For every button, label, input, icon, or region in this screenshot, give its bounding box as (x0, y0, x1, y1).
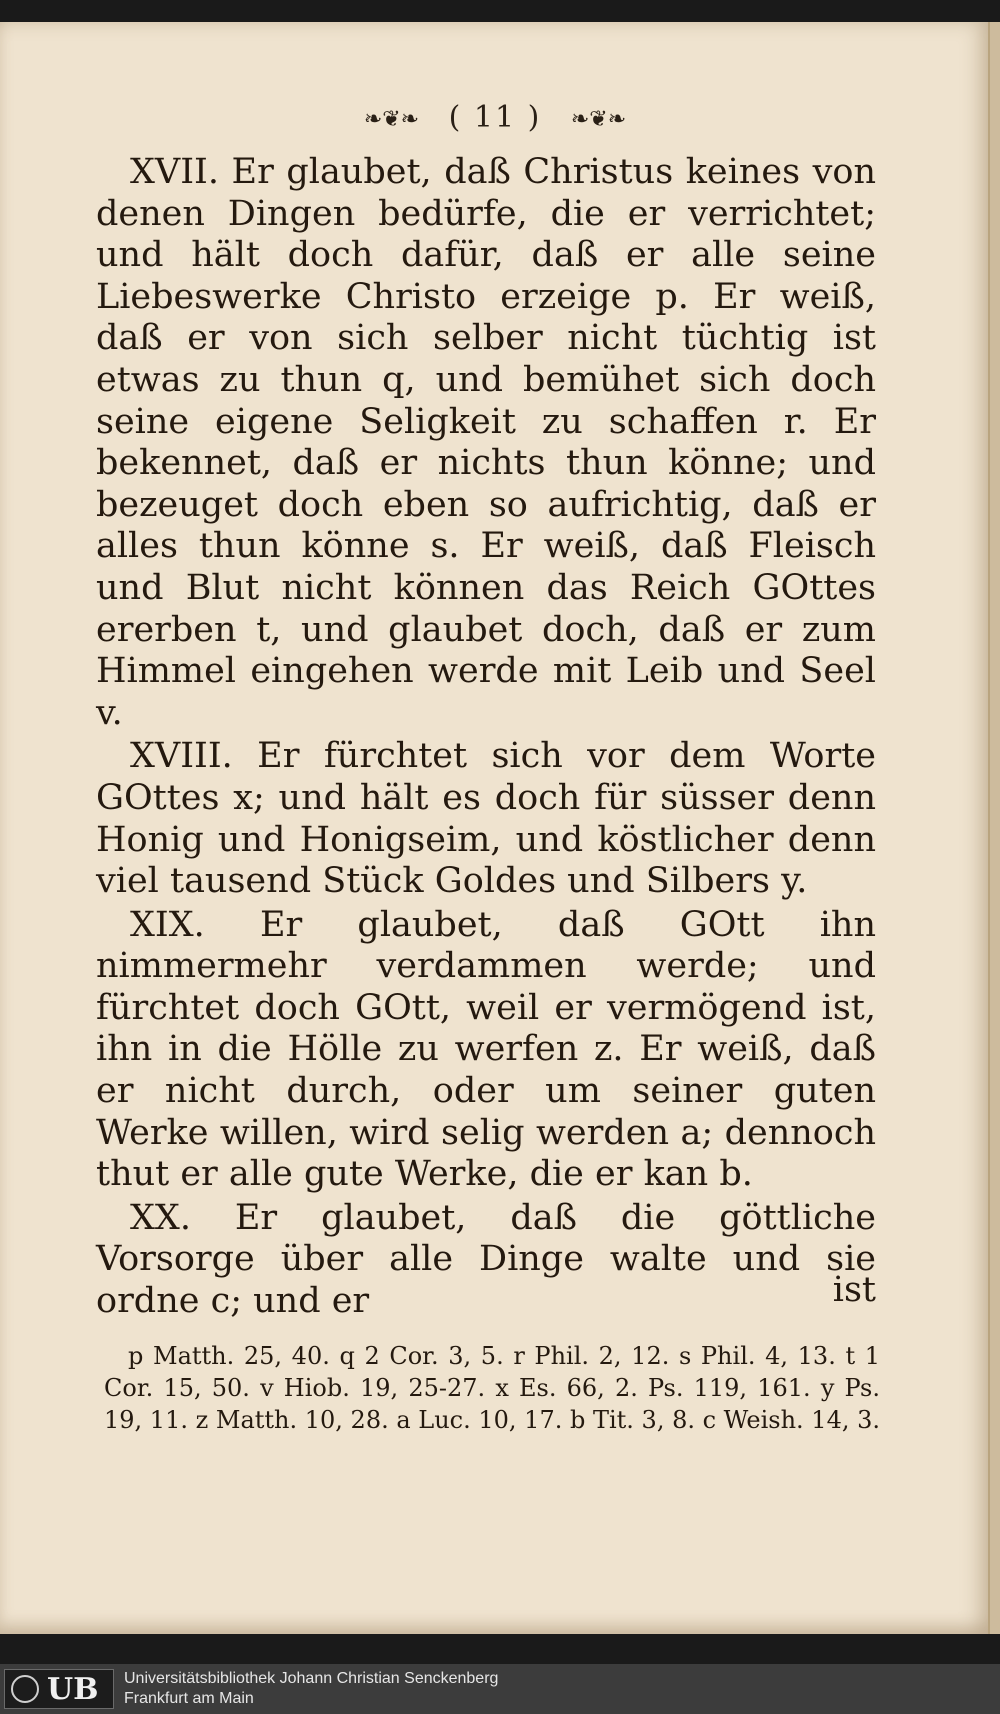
paragraph-xvii: XVII. Er glaubet, daß Christus keines von denen Dingen bedürfe, die er verrichtet; und hält doch dafür, daß er alle seine Liebeswerke Christo erzeige p. Er weiß, daß er von sich selber nicht tüchtig ist etwas zu thun q, und bemühet sich doch seine eigene Seligkeit zu schaffen r. Er bekennet, daß er nichts thun könne; und bezeuget doch eben so aufrichtig, daß er alles thun könne s. Er weiß, daß Fleisch und Blut nicht können das Reich GOttes ererben t, und glaubet doch, daß er zum Himmel eingehen werde mit Leib und Seel v. (96, 152, 876, 733)
library-name-line1: Universitätsbibliothek Johann Christian Senckenberg (124, 1670, 499, 1687)
ornament-right-icon: ❧❦❧ (570, 106, 627, 132)
footnotes: p Matth. 25, 40. q 2 Cor. 3, 5. r Phil. 2, 12. s Phil. 4, 13. t 1 Cor. 15, 50. v Hiob. 19, 25-27. x Es. 66, 2. Ps. 119, 161. y Ps. 19, 11. z Matth. 10, 28. a Luc. 10, 17. b Tit. 3, 8. c Weish. 14, 3. (104, 1342, 880, 1434)
book-page (0, 22, 990, 1634)
ornament-left-icon: ❧❦❧ (363, 106, 420, 132)
ub-logo[interactable] (4, 1669, 114, 1709)
page-body (96, 152, 876, 1325)
paragraph-xx: XX. Er glaubet, daß die göttliche Vorsorge über alle Dinge walte und sie ordne c; und er (96, 1197, 876, 1322)
library-footer (0, 1664, 1000, 1714)
library-name (124, 1669, 498, 1709)
paragraph-xviii: XVIII. Er fürchtet sich vor dem Worte GOttes x; und hält es doch für süsser denn Honig und Honigseim, und köstlicher denn viel tausend Stück Goldes und Silbers y. (96, 736, 876, 902)
catchword: ist (832, 1270, 876, 1310)
page-number: ( 11 ) (448, 100, 542, 135)
logo-text: UB (47, 1672, 99, 1707)
page-header (0, 100, 990, 135)
library-name-line2: Frankfurt am Main (124, 1690, 254, 1707)
paragraph-xix: XIX. Er glaubet, daß GOtt ihn nimmermehr verdammen werde; und fürchtet doch GOtt, weil er vermögend ist, ihn in die Hölle zu werfen z. Er weiß, daß er nicht durch, oder um seiner guten Werke willen, wird selig werden a; dennoch thut er alle gute Werke, die er kan b. (96, 904, 876, 1195)
seal-icon (11, 1675, 39, 1703)
page-edge (988, 22, 1000, 1634)
